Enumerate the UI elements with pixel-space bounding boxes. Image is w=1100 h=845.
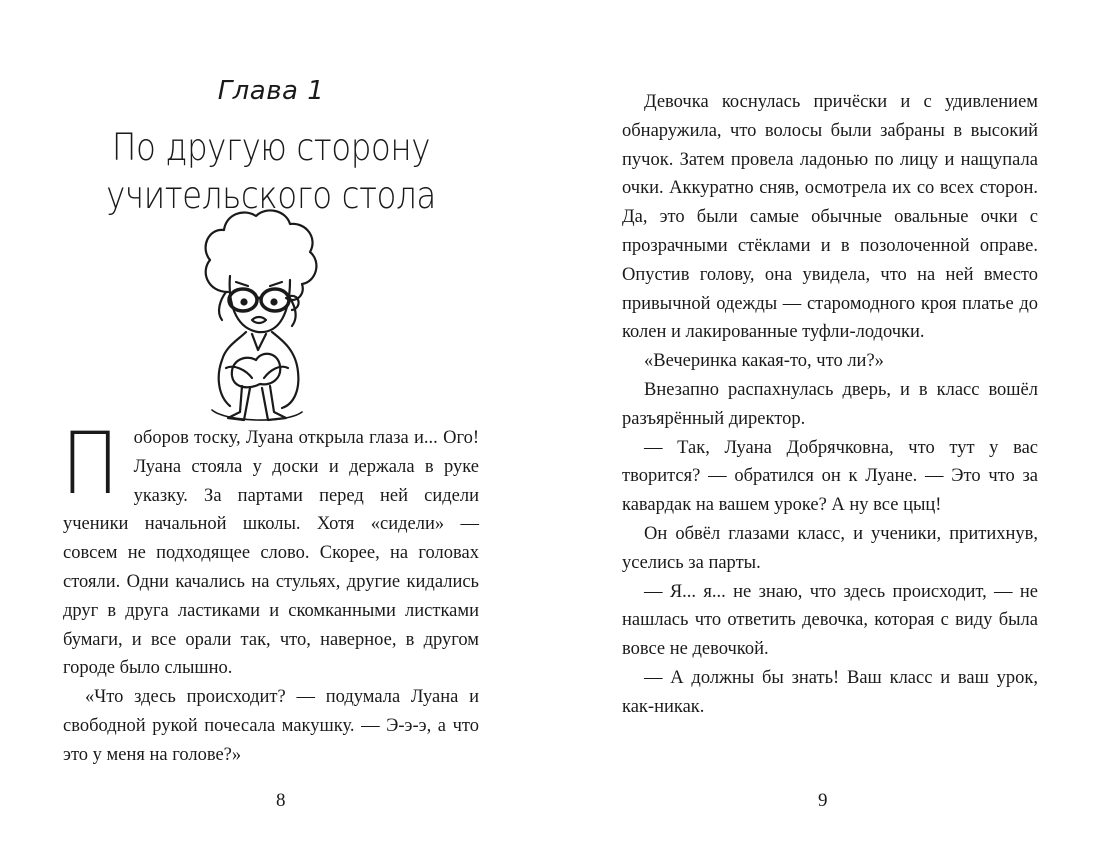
paragraph: — А должны бы знать! Ваш класс и ваш урок, как-никак. xyxy=(622,667,1038,717)
left-page-text xyxy=(61,414,479,770)
chapter-title-line-1: По другую сторону xyxy=(111,126,431,169)
paragraph: Девочка коснулась причёски и с удивлением обнаружила, что волосы были забраны в высокий пучок. Затем провела ладонью по лицу и нащупала очки. Аккуратно сняв, осмотрела их со всех сторон. Да, это были самые обычные овальные очки с прозрачными стёклами и в позолоченной оправе. Опустив голову, она увидела, что на ней вместо привычной одежды — старомодного кроя платье до колен и лакированные туфли-лодочки. xyxy=(622,92,1038,343)
right-page-text xyxy=(622,88,1038,722)
chapter-title-line-2: учительского стола xyxy=(106,174,436,217)
paragraph: Внезапно распахнулась дверь, и в класс вошёл разъярённый директор. xyxy=(622,379,1038,429)
page-number: 8 xyxy=(276,790,286,811)
paragraph xyxy=(61,414,479,683)
paragraph-text: оборов тоску, Луана открыла глаза и... Ого! Луана стояла у доски и держала в руке указку. За партами перед ней сидели ученики начальной школы. Хотя «сидели» — совсем не подходящее слово. Скорее, на головах стояли. Одни качались на стульях, другие кидались друг в друга ластиками и скомканными листками бумаги, и все орали так, что, наверное, в другом городе было слышно. xyxy=(63,428,479,679)
paragraph: — Я... я... не знаю, что здесь происходит, — не нашлась что ответить девочка, которая с виду была вовсе не девочкой. xyxy=(622,581,1038,660)
chapter-label: Глава 1 xyxy=(217,76,325,106)
paragraph: Он обвёл глазами класс, и ученики, притихнув, уселись за парты. xyxy=(622,523,1038,573)
page-number: 9 xyxy=(818,790,828,811)
drop-cap: П xyxy=(61,414,120,514)
paragraph: «Что здесь происходит? — подумала Луана и свободной рукой почесала макушку. — Э-э-э, а что это у меня на голове?» xyxy=(63,687,479,765)
paragraph: — Так, Луана Добрячковна, что тут у вас творится? — обратился он к Луане. — Это что за кавардак на вашем уроке? А ну все цыц! xyxy=(622,437,1038,516)
paragraph: «Вечеринка какая-то, что ли?» xyxy=(644,351,884,372)
teacher-girl-sitting-illustration-icon xyxy=(186,200,326,430)
